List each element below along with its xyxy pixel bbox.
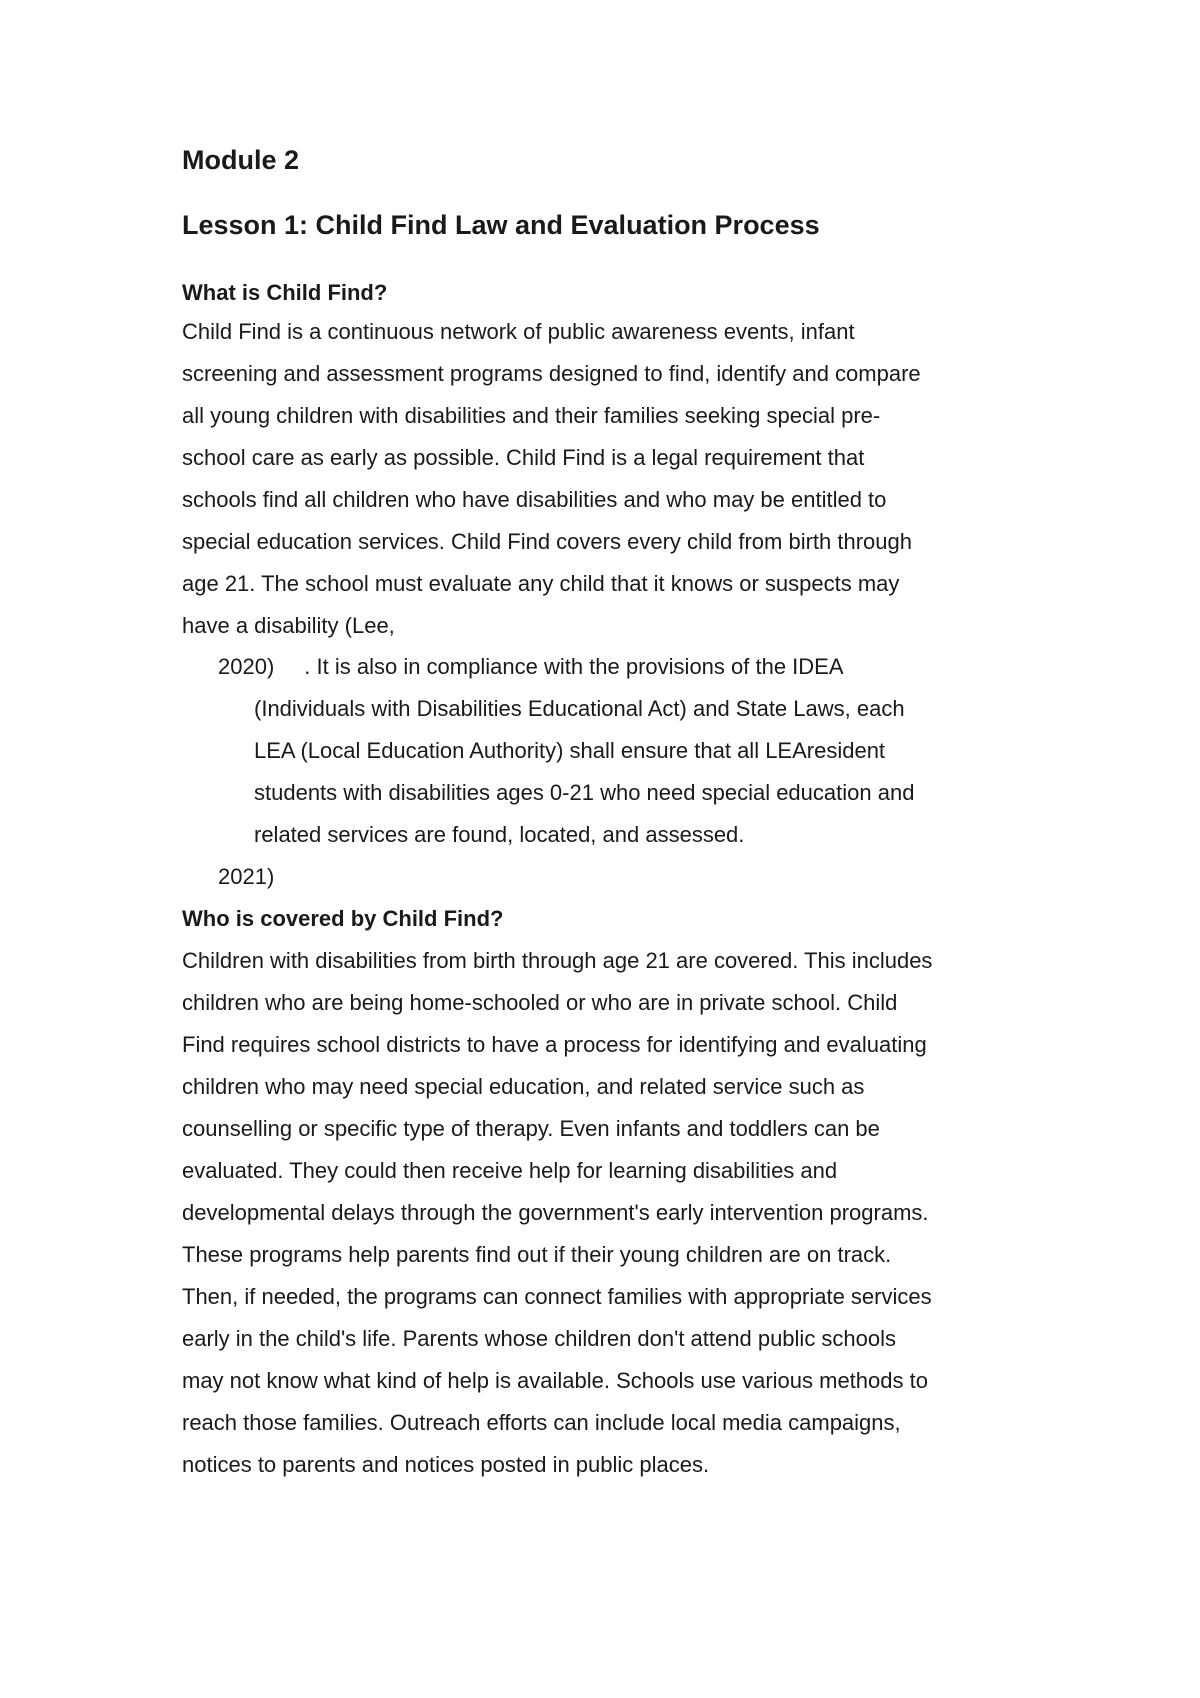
paragraph-line: counselling or specific type of therapy. Even infants and toddlers can be <box>182 1116 880 1141</box>
paragraph-line: Find requires school districts to have a process for identifying and evaluating <box>182 1032 927 1057</box>
paragraph-line: reach those families. Outreach efforts can include local media campaigns, <box>182 1410 901 1435</box>
indented-line: related services are found, located, and assessed. <box>254 822 745 847</box>
section-heading-who-is-covered: Who is covered by Child Find? <box>182 906 504 931</box>
paragraph-line: early in the child's life. Parents whose children don't attend public schools <box>182 1326 897 1351</box>
paragraph-line: Children with disabilities from birth through age 21 are covered. This includes <box>182 948 933 973</box>
indented-line: LEA (Local Education Authority) shall ensure that all LEAresident <box>254 738 886 763</box>
module-title: Module 2 <box>182 145 300 175</box>
paragraph-line: Child Find is a continuous network of public awareness events, infant <box>182 319 855 344</box>
paragraph-line: may not know what kind of help is available. Schools use various methods to <box>182 1368 928 1393</box>
paragraph-line: These programs help parents find out if their young children are on track. <box>182 1242 892 1267</box>
paragraph-line: evaluated. They could then receive help for learning disabilities and <box>182 1158 838 1183</box>
paragraph-line: notices to parents and notices posted in public places. <box>182 1452 710 1477</box>
citation-line <box>218 652 844 682</box>
citation-year: 2020) <box>218 654 275 679</box>
citation-year: 2021) <box>218 864 275 889</box>
paragraph-line: children who are being home-schooled or who are in private school. Child <box>182 990 898 1015</box>
section-heading-what-is-child-find: What is Child Find? <box>182 280 388 305</box>
paragraph-line: Then, if needed, the programs can connect families with appropriate services <box>182 1284 932 1309</box>
indented-line: students with disabilities ages 0-21 who need special education and <box>254 780 915 805</box>
paragraph-line: developmental delays through the government's early intervention programs. <box>182 1200 929 1225</box>
paragraph-line: all young children with disabilities and their families seeking special pre- <box>182 403 881 428</box>
paragraph-line: school care as early as possible. Child Find is a legal requirement that <box>182 445 865 470</box>
paragraph-line: have a disability (Lee, <box>182 613 395 638</box>
indented-line: (Individuals with Disabilities Educational Act) and State Laws, each <box>254 696 905 721</box>
paragraph-line: children who may need special education, and related service such as <box>182 1074 865 1099</box>
paragraph-line: special education services. Child Find covers every child from birth through <box>182 529 912 554</box>
paragraph-line: age 21. The school must evaluate any child that it knows or suspects may <box>182 571 900 596</box>
paragraph-line: schools find all children who have disabilities and who may be entitled to <box>182 487 887 512</box>
lesson-title: Lesson 1: Child Find Law and Evaluation Process <box>182 210 820 240</box>
paragraph-line: screening and assessment programs designed to find, identify and compare <box>182 361 921 386</box>
citation-text: . It is also in compliance with the provisions of the IDEA <box>304 654 844 679</box>
